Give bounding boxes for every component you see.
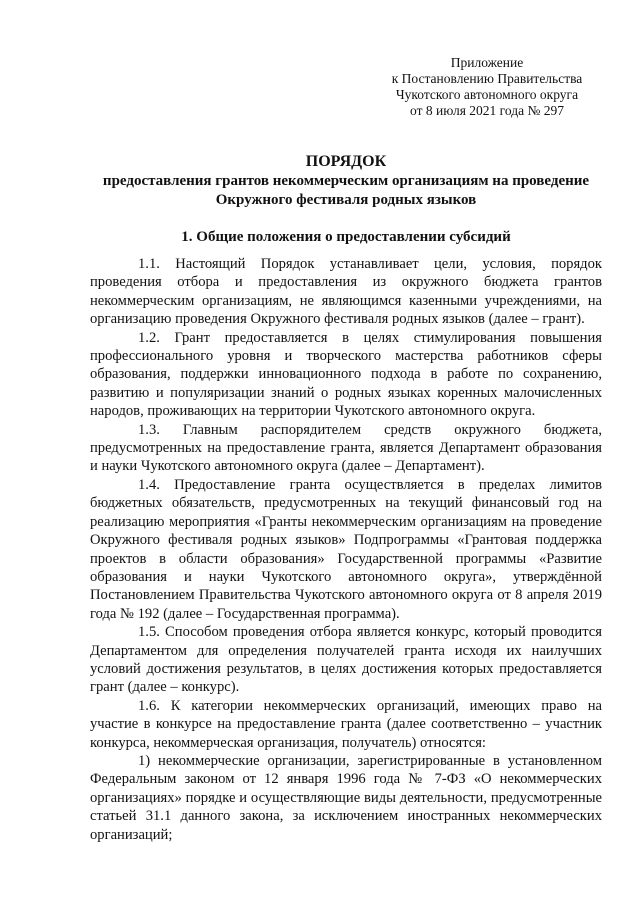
list-item-1: 1) некоммерческие организации, зарегистрированные в установленном Федеральным законом от 12 января 1996 года № 7-ФЗ «О некоммерческих организациях» порядке и осуществляющие виды деятельности, предусмотренные статьей 31.1 данного закона, за исключением иностранных некоммерческих организаций;: [90, 752, 602, 843]
document-body: [90, 255, 602, 844]
paragraph-1-4: 1.4. Предоставление гранта осуществляется в пределах лимитов бюджетных обязательств, предусмотренных на текущий финансовый год на реализацию мероприятия «Гранты некоммерческим организациям на проведение Окружного фестиваля родных языков» Подпрограммы «Грантовая поддержка проектов в области образования» Государственной программы «Развитие образования и науки Чукотского автономного округа», утверждённой Постановлением Правительства Чукотского автономного округа от 8 апреля 2019 года № 192 (далее – Государственная программа).: [90, 476, 602, 622]
section-heading: 1. Общие положения о предоставлении субсидий: [181, 229, 511, 245]
paragraph-1-5: 1.5. Способом проведения отбора является конкурс, который проводится Департаментом для определения получателей гранта исходя их наилучших условий достижения результатов, в целях достижения которых предоставляется грант (далее – конкурс).: [90, 624, 602, 696]
paragraph-1-6: 1.6. К категории некоммерческих организаций, имеющих право на участие в конкурсе на предоставление гранта (далее соответственно – участник конкурса, некоммерческая организация, получатель) относятся:: [90, 697, 602, 751]
paragraph-1-3: 1.3. Главным распорядителем средств окружного бюджета, предусмотренных на предоставление гранта, является Департамент образования и науки Чукотского автономного округа (далее – Департамент).: [90, 421, 602, 475]
appendix-line: к Постановлению Правительства: [391, 71, 583, 86]
appendix-line: от 8 июля 2021 года № 297: [410, 103, 564, 118]
document-subtitle: предоставления грантов некоммерческим организациям на проведение Окружного фестиваля родных языков: [102, 173, 590, 208]
appendix-header: [372, 55, 602, 119]
paragraph-1-2: 1.2. Грант предоставляется в целях стимулирования повышения профессионального уровня и творческого мастерства работников сферы образования, поддержки инновационного подхода в работе по сохранению, развитию и популяризации знаний о родных языках коренных малочисленных народов, проживающих на территории Чукотского автономного округа.: [90, 329, 602, 420]
appendix-line: Приложение: [450, 55, 524, 70]
appendix-line: Чукотского автономного округа: [395, 87, 579, 102]
document-title: ПОРЯДОК: [305, 153, 387, 170]
document-title-block: [90, 152, 602, 210]
paragraph-1-1: 1.1. Настоящий Порядок устанавливает цели, условия, порядок проведения отбора и предоставления из окружного бюджета грантов некоммерческим организациям, не являющимся казенными учреждениями, на организацию проведения Окружного фестиваля родных языков (далее – грант).: [90, 256, 602, 328]
